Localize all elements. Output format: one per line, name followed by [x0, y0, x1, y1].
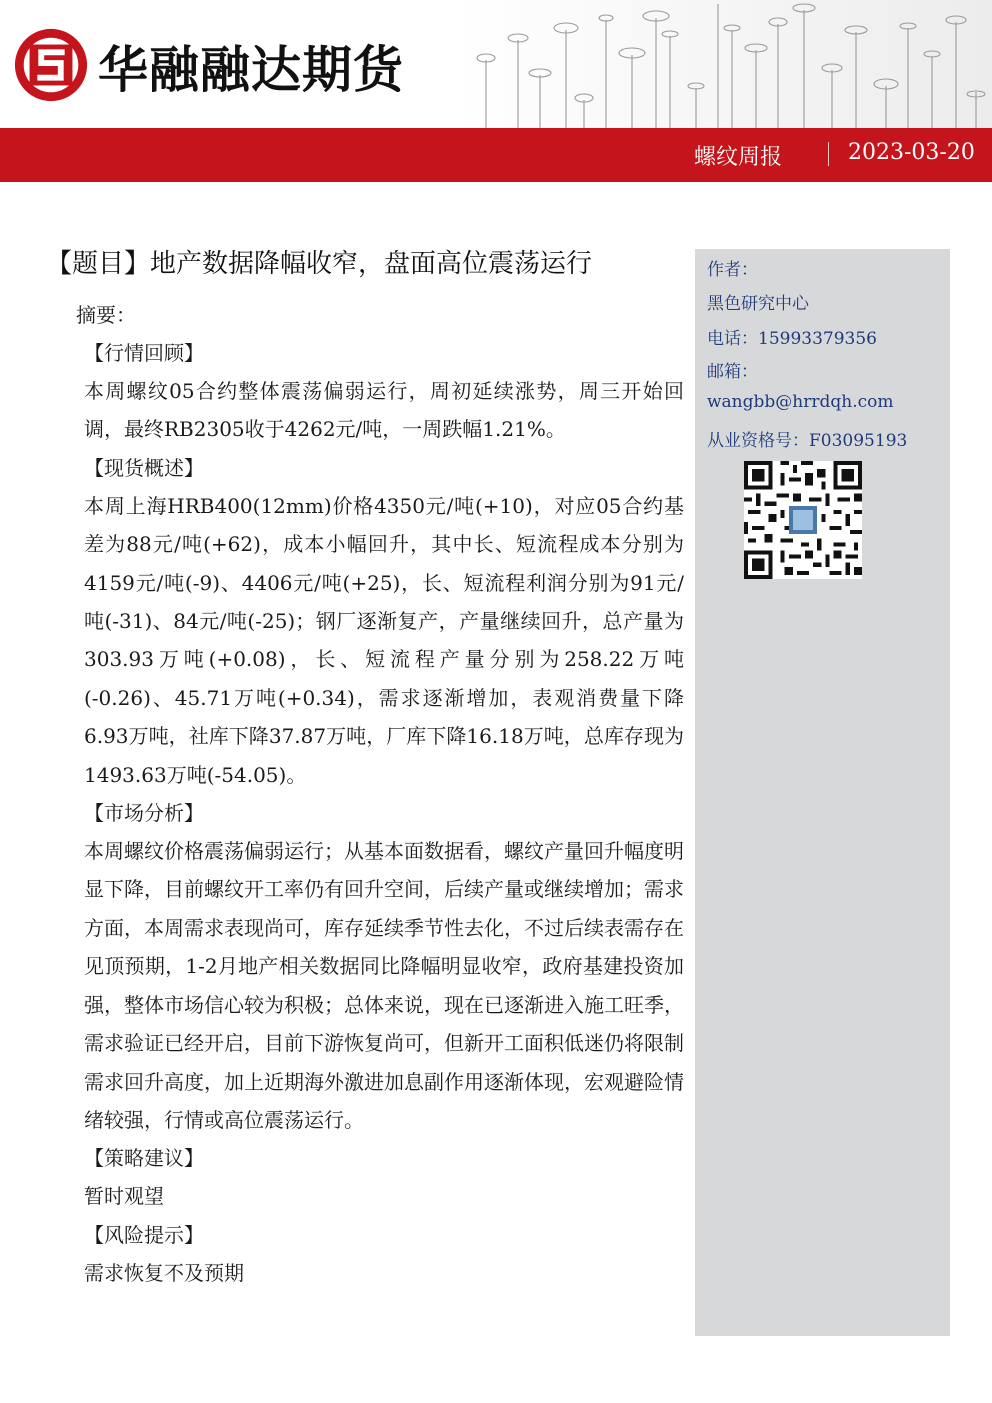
author-email[interactable]: wangbb@hrrdqh.com	[707, 392, 894, 412]
company-logo-icon	[12, 26, 90, 104]
header-divider	[828, 142, 829, 166]
section-heading-market-review: 【行情回顾】	[84, 341, 204, 365]
header-decoration	[456, 0, 992, 128]
author-phone: 电话：15993379356	[707, 329, 877, 349]
qr-code-icon	[744, 461, 862, 579]
author-sidebar	[695, 249, 950, 1336]
section-text-strategy: 暂时观望	[84, 1184, 164, 1209]
report-title: 【题目】地产数据降幅收窄，盘面高位震荡运行	[46, 249, 593, 279]
email-label: 邮箱：	[707, 362, 758, 382]
report-body	[76, 300, 684, 1292]
section-text-market-review: 本周螺纹05合约整体震荡偏弱运行，周初延续涨势，周三开始回调，最终RB2305收于4262元/吨，一周跌幅1.21%。	[84, 379, 684, 442]
company-name: 华融融达期货	[98, 41, 404, 99]
section-text-market-analysis: 本周螺纹价格震荡偏弱运行；从基本面数据看，螺纹产量回升幅度明显下降，目前螺纹开工率仍有回升空间，后续产量或继续增加；需求方面，本周需求表现尚可，库存延续季节性去化，不过后续表需存在见顶预期，1-2月地产相关数据同比降幅明显收窄，政府基建投资加强，整体市场信心较为积极；总体来说，现在已逐渐进入施工旺季，需求验证已经开启，目前下游恢复尚可，但新开工面积低迷仍将限制需求回升高度，加上近期海外激进加息副作用逐渐体现，宏观避险情绪较强，行情或高位震荡运行。	[84, 839, 684, 1132]
header-band	[0, 128, 992, 182]
summary-label: 摘要：	[76, 303, 136, 327]
section-heading-risk: 【风险提示】	[84, 1222, 204, 1247]
author-label: 作者：	[707, 260, 758, 280]
report-type: 螺纹周报	[694, 145, 783, 170]
license-number: 从业资格号：F03095193	[707, 431, 908, 451]
section-heading-spot-overview: 【现货概述】	[84, 455, 204, 480]
section-text-risk: 需求恢复不及预期	[84, 1260, 244, 1285]
section-text-spot-overview: 本周上海HRB400(12mm)价格4350元/吨(+10)，对应05合约基差为88元/吨(+62)，成本小幅回升，其中长、短流程成本分别为4159元/吨(-9)、4406元/吨(+25)，长、短流程利润分别为91元/吨(-31)、84元/吨(-25)；钢厂逐渐复产，产量继续回升，总产量为303.93万吨(+0.08)，长、短流程产量分别为258.22万吨(-0.26)、45.71万吨(+0.34)，需求逐渐增加，表观消费量下降6.93万吨，社库下降37.87万吨，厂库下降16.18万吨，总库存现为1493.63万吨(-54.05)。	[84, 493, 684, 787]
section-heading-market-analysis: 【市场分析】	[84, 801, 204, 826]
section-heading-strategy: 【策略建议】	[84, 1146, 204, 1171]
author-name: 黑色研究中心	[707, 294, 809, 314]
report-date: 2023-03-20	[848, 140, 975, 165]
